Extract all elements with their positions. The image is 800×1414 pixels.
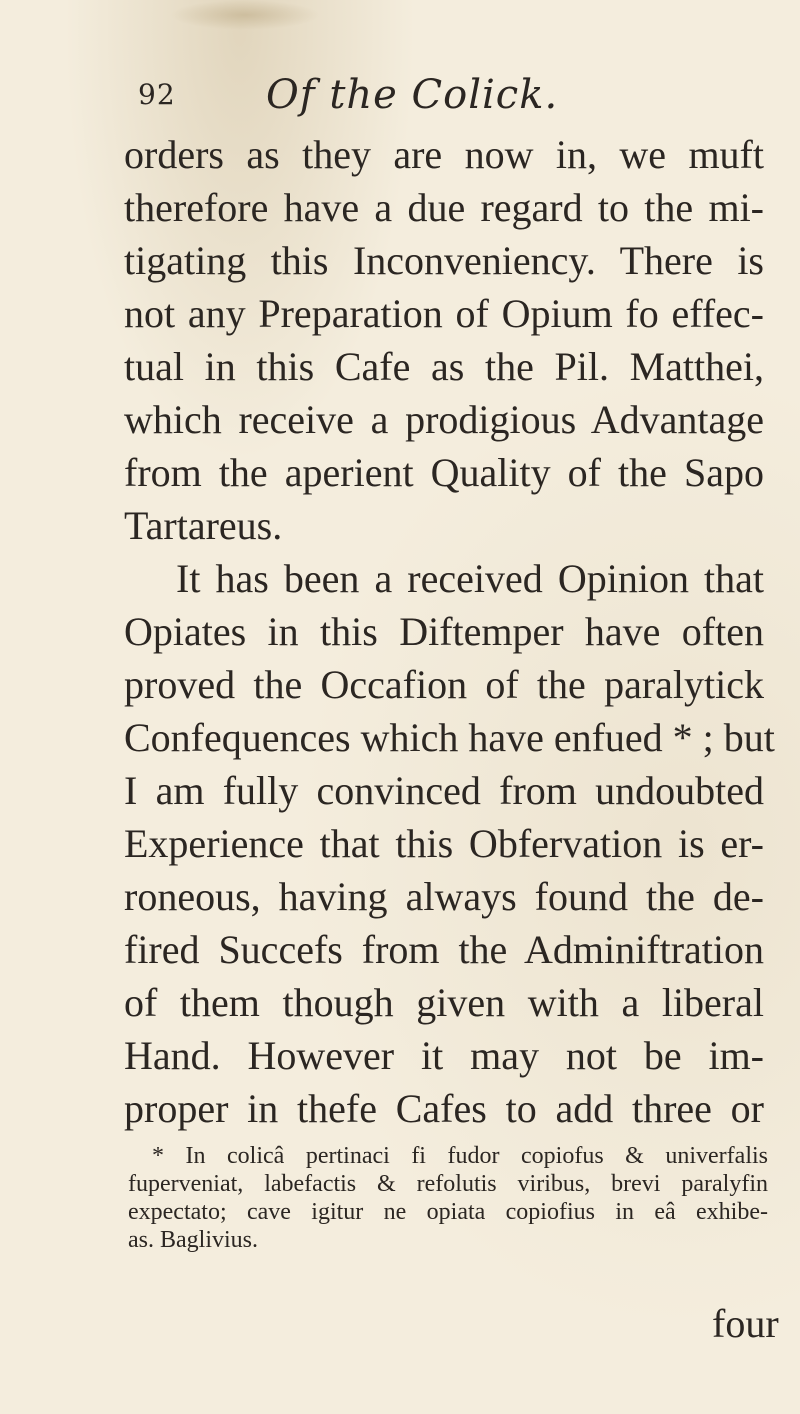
- body-line: Hand. However it may not be im-: [124, 1033, 764, 1078]
- body-line: orders as they are now in, we muft: [124, 132, 764, 177]
- body-line: I am fully convinced from undoubted: [124, 768, 764, 813]
- body-line: proved the Occafion of the paralytick: [124, 662, 764, 707]
- footnote-line: * In colicâ pertinaci fi fudor copiofus & univerfalis: [152, 1143, 768, 1169]
- footnote: [128, 1142, 768, 1254]
- body-line: from the aperient Quality of the Sapo: [124, 450, 764, 495]
- body-line: tigating this Inconveniency. There is: [124, 238, 764, 283]
- footnote-line: fuperveniat, labefactis & refolutis viribus, brevi paralyfin: [128, 1171, 768, 1197]
- body-line: proper in thefe Cafes to add three or: [124, 1086, 764, 1131]
- running-title: Of the Colick.: [266, 72, 559, 118]
- body-line: fired Succefs from the Adminiftration: [124, 927, 764, 972]
- body-line: It has been a received Opinion that: [176, 556, 764, 601]
- catchword: four: [712, 1301, 779, 1346]
- body-line: of them though given with a liberal: [124, 980, 764, 1025]
- footnote-line: expectato; cave igitur ne opiata copiofius in eâ exhibe-: [128, 1199, 768, 1225]
- body-line: Confequences which have enfued * ; but: [124, 715, 775, 760]
- body-line: Tartareus.: [124, 503, 283, 548]
- body-line: roneous, having always found the de-: [124, 874, 764, 919]
- page-header: [138, 72, 738, 122]
- body-line: tual in this Cafe as the Pil. Matthei,: [124, 344, 764, 389]
- page-stain: [170, 0, 320, 30]
- body-text: [124, 128, 775, 1135]
- body-line: therefore have a due regard to the mi-: [124, 185, 764, 230]
- footnote-line: as. Baglivius.: [128, 1227, 258, 1253]
- body-line: which receive a prodigious Advantage: [124, 397, 764, 442]
- body-line: Opiates in this Diftemper have often: [124, 609, 764, 654]
- body-line: Experience that this Obfervation is er-: [124, 821, 764, 866]
- page-number: 92: [138, 78, 176, 111]
- body-line: not any Preparation of Opium fo effec-: [124, 291, 764, 336]
